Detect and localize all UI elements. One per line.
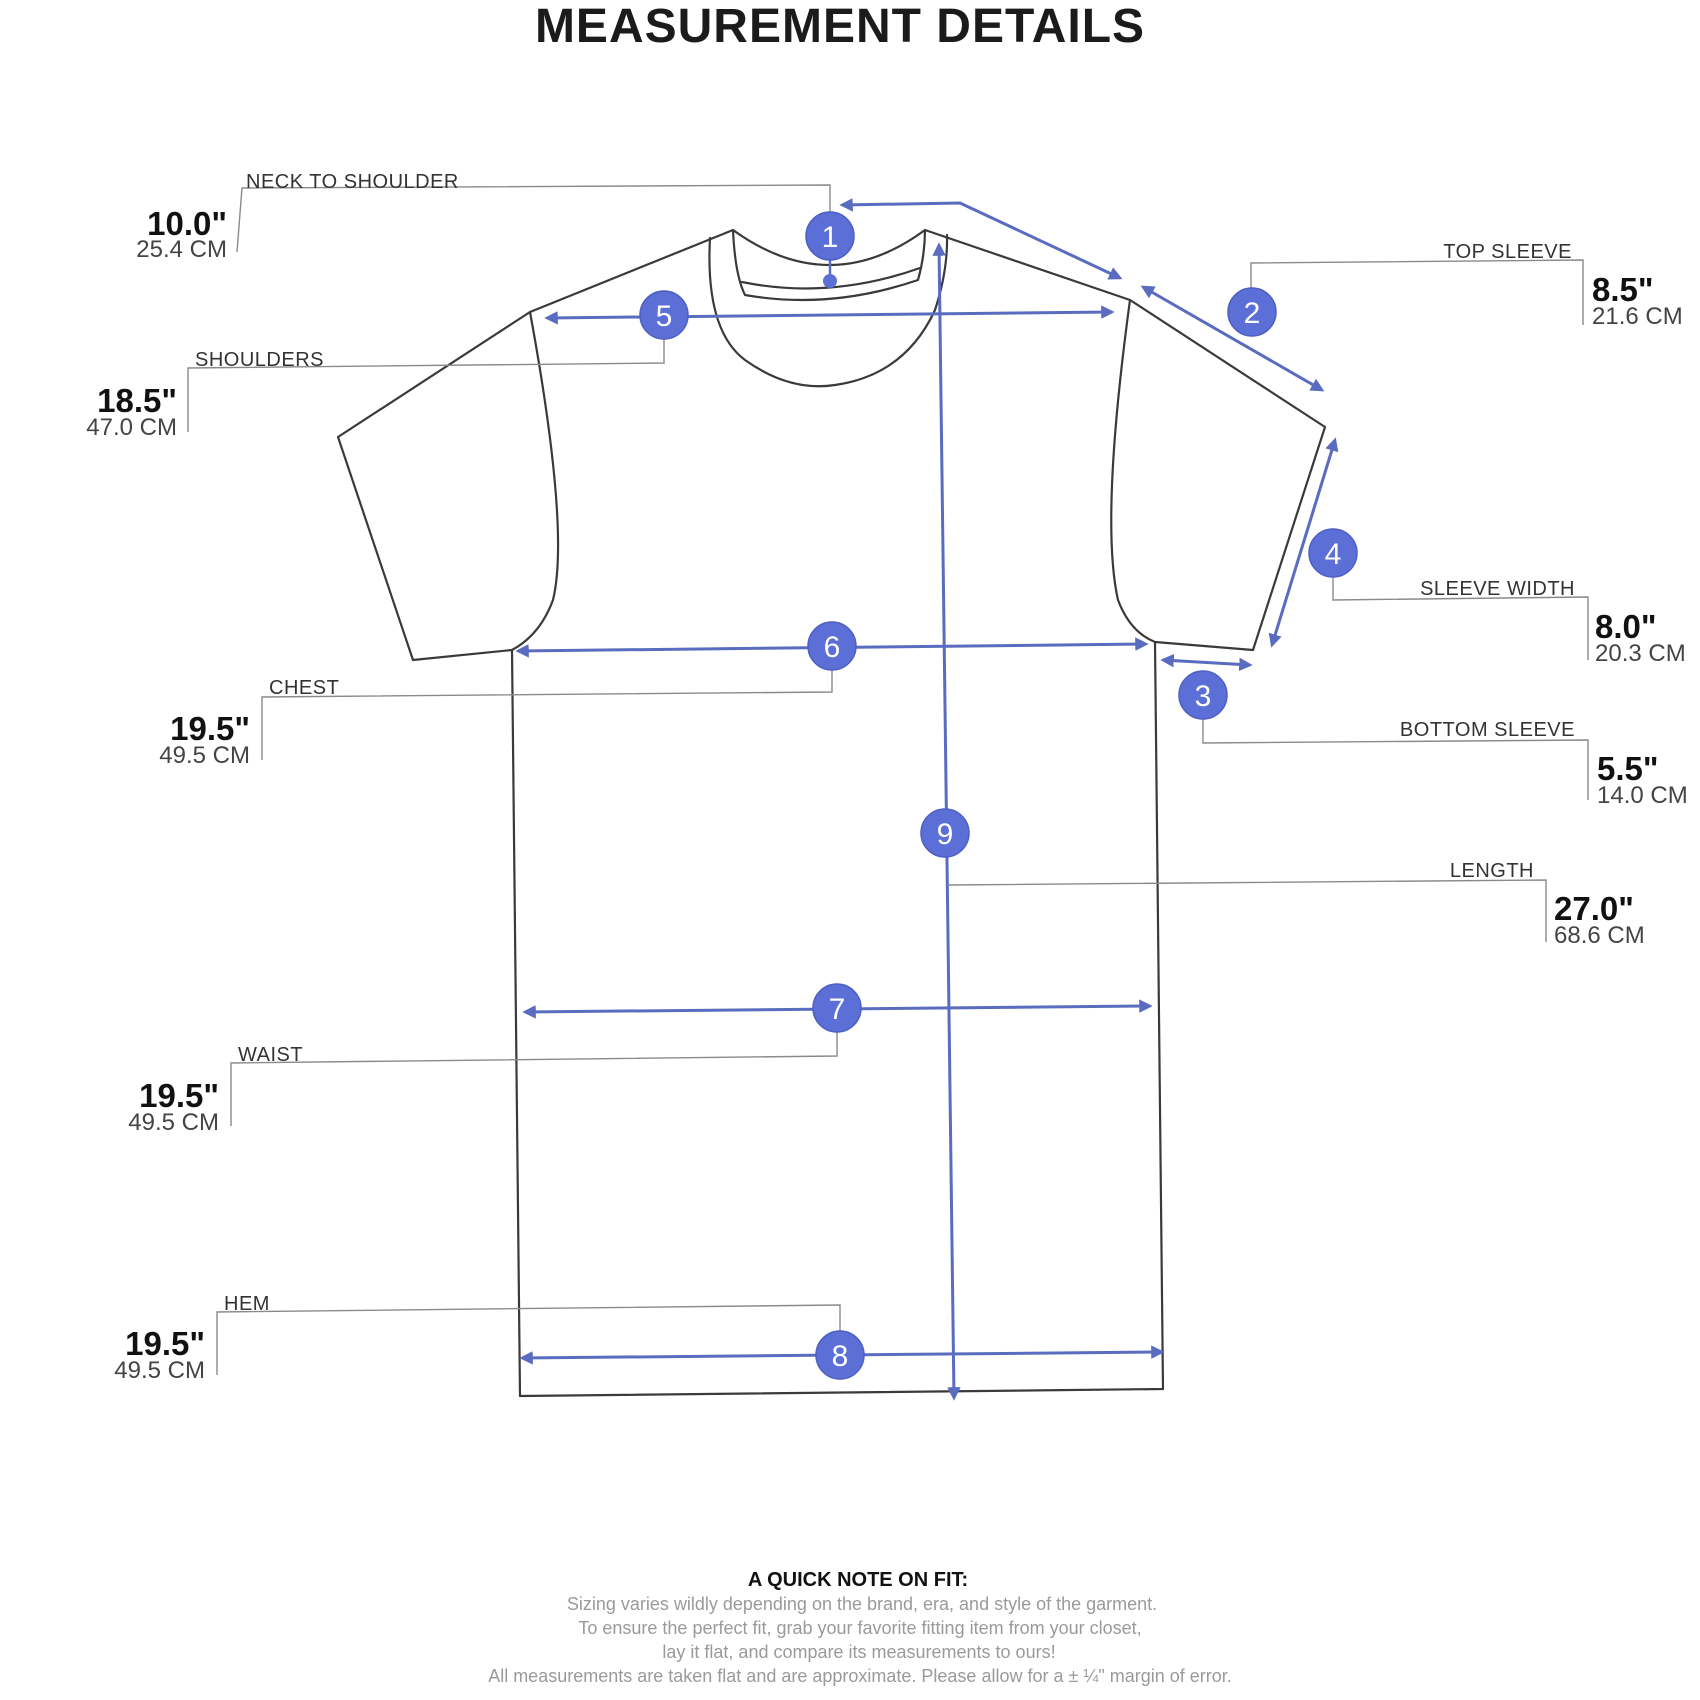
label-shoulders: SHOULDERS [195, 349, 324, 371]
value-sleeve-width-cm: 20.3 CM [1595, 640, 1686, 667]
value-top-sleeve-cm: 21.6 CM [1592, 303, 1683, 330]
value-shoulders-in: 18.5" [97, 382, 177, 419]
label-sleeve-width: SLEEVE WIDTH [1420, 578, 1575, 600]
measurement-labels [86, 171, 1687, 1384]
label-waist: WAIST [238, 1044, 304, 1066]
arrow-neck-to-shoulder [842, 203, 1120, 278]
value-hem-cm: 49.5 CM [114, 1357, 205, 1384]
leader-top-sleeve [1251, 260, 1583, 325]
leader-lines [188, 185, 1588, 1375]
value-top-sleeve-in: 8.5" [1592, 271, 1654, 308]
badge-7 [813, 984, 861, 1032]
value-hem-in: 19.5" [125, 1325, 205, 1362]
fit-note-line-3: lay it flat, and compare its measurements to ours! [662, 1642, 1056, 1662]
leader-hem [217, 1305, 840, 1375]
label-length: LENGTH [1449, 860, 1534, 882]
leader-neck-to-shoulder [237, 185, 830, 252]
svg-text:7: 7 [828, 993, 846, 1026]
value-neck-to-shoulder-cm: 25.4 CM [136, 236, 227, 263]
leader-chest [262, 668, 832, 760]
leader-length [948, 880, 1546, 942]
label-bottom-sleeve: BOTTOM SLEEVE [1399, 719, 1575, 741]
fit-note-line-2: To ensure the perfect fit, grab your favorite fitting item from your closet, [578, 1618, 1142, 1638]
svg-text:4: 4 [1324, 538, 1342, 571]
badge-6 [808, 622, 856, 670]
svg-text:5: 5 [655, 300, 673, 333]
badge-1 [806, 212, 854, 260]
arrow-bottom-sleeve [1163, 660, 1250, 665]
svg-text:1: 1 [821, 221, 839, 254]
tshirt-outline [338, 230, 1325, 1396]
leader-waist [231, 1030, 837, 1126]
value-bottom-sleeve-cm: 14.0 CM [1597, 782, 1688, 809]
value-chest-in: 19.5" [170, 710, 250, 747]
label-chest: CHEST [269, 677, 340, 699]
value-neck-to-shoulder-in: 10.0" [147, 205, 227, 242]
badge-5 [640, 291, 688, 339]
fit-note-line-4: All measurements are taken flat and are approximate. Please allow for a ± ¼" margin of error. [488, 1666, 1232, 1686]
fit-note-title: A QUICK NOTE ON FIT: [747, 1569, 969, 1591]
label-top-sleeve: TOP SLEEVE [1443, 241, 1572, 263]
arrow-shoulders [547, 312, 1112, 318]
svg-text:8: 8 [831, 1340, 849, 1373]
value-shoulders-cm: 47.0 CM [86, 414, 177, 441]
svg-text:6: 6 [823, 631, 841, 664]
svg-text:2: 2 [1243, 297, 1261, 330]
badge-9 [921, 809, 969, 857]
value-length-cm: 68.6 CM [1554, 922, 1645, 949]
badge-2 [1228, 288, 1276, 336]
fit-note [488, 1569, 1232, 1686]
value-bottom-sleeve-in: 5.5" [1597, 750, 1659, 787]
value-length-in: 27.0" [1554, 890, 1634, 927]
svg-text:3: 3 [1194, 680, 1212, 713]
value-sleeve-width-in: 8.0" [1595, 608, 1657, 645]
value-waist-cm: 49.5 CM [128, 1109, 219, 1136]
badges [640, 212, 1357, 1379]
label-hem: HEM [224, 1293, 270, 1315]
value-chest-cm: 49.5 CM [159, 742, 250, 769]
badge-8 [816, 1331, 864, 1379]
badge-4 [1309, 529, 1357, 577]
page-title: MEASUREMENT DETAILS [534, 0, 1146, 53]
svg-text:9: 9 [936, 818, 954, 851]
neck-point-dot [823, 274, 837, 288]
badge-3 [1179, 671, 1227, 719]
label-neck-to-shoulder: NECK TO SHOULDER [246, 171, 459, 193]
measurement-arrows [518, 203, 1335, 1398]
value-waist-in: 19.5" [139, 1077, 219, 1114]
fit-note-line-1: Sizing varies wildly depending on the brand, era, and style of the garment. [566, 1594, 1158, 1614]
